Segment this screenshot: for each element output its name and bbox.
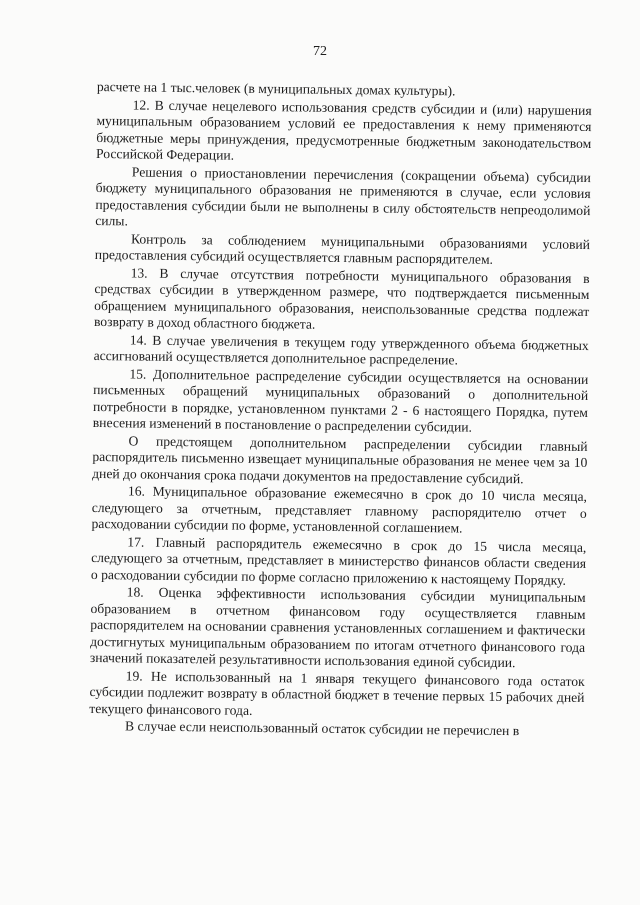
document-body xyxy=(89,79,592,741)
paragraph-9: 16. Муниципальное образование ежемесячно в срок до 10 числа месяца, следующего за отчетным, представляет главному распорядителю отчет о расходовании субсидии по форме, установленной соглашением. xyxy=(91,483,588,536)
paragraph-3: Решения о приостановлении перечисления (сокращении объема) субсидии бюджету муниципального образования не применяются в случае, если условия предоставления субсидии были не выполнены в силу обстоятельств непреодолимой силы. xyxy=(95,163,591,229)
paragraph-1: расчете на 1 тыс.человек (в муниципальных домах культуры). xyxy=(96,79,456,99)
paragraph-11: 18. Оценка эффективности использования субсидии муниципальным образованием в отчетном финансовом году осуществляется главным распорядителем на основании сравнения установленных соглашением и фактически достигнутых муниципальным образованием по итогам отчетного финансового года значений показателей результативности использования единой субсидии. xyxy=(89,584,586,671)
paragraph-4: Контроль за соблюдением муниципальными образованиями условий предоставления субсидий осуществляется главным распорядителем. xyxy=(94,230,591,267)
paragraph-8: О предстоящем дополнительном распределении субсидии главный распорядитель письменно извещает муниципальные образования не менее чем за 10 дней до окончания срока подачи документов на предоставление субсидий. xyxy=(92,432,588,486)
paragraph-5: 13. В случае отсутствия потребности муниципального образования в средствах субсидии в утвержденном размере, что подтверждается письменным обращением муниципального образования, неиспользованные средства подлежат возврату в доход областного бюджета. xyxy=(93,264,590,332)
paragraph-7: 15. Дополнительное распределение субсидии осуществляется на основании письменных обращений муниципальных образований о дополнительной потребности в порядке, установленном пунктами 2 - 6 настоящего Порядка, путем внесения изменений в постановление о распределении субсидии. xyxy=(92,365,589,435)
paragraph-10: 17. Главный распорядитель ежемесячно в срок до 15 числа месяца, следующего за отчетным, представляет в министерство финансов области сведения о расходовании субсидии по форме согласно приложению к настоящему Порядку. xyxy=(90,533,587,588)
paragraph-2: 12. В случае нецелевого использования средств субсидии и (или) нарушения муниципальным образованием условий ее предоставления к нему применяются бюджетные меры принуждения, предусмотренные бюджетным законодательством Российской Федерации. xyxy=(95,96,592,163)
paragraph-13: В случае если неиспользованный остаток субсидии не перечислен в xyxy=(125,718,520,739)
page-number: 72 xyxy=(313,44,327,59)
paragraph-12: 19. Не использованный на 1 января текущего финансового года остаток субсидии подлежит возврату в областной бюджет в течение первых 15 рабочих дней текущего финансового года. xyxy=(89,667,585,718)
paragraph-6: 14. В случае увеличения в текущем году утвержденного объема бюджетных ассигнований осуществляется дополнительное распределение. xyxy=(93,331,589,368)
